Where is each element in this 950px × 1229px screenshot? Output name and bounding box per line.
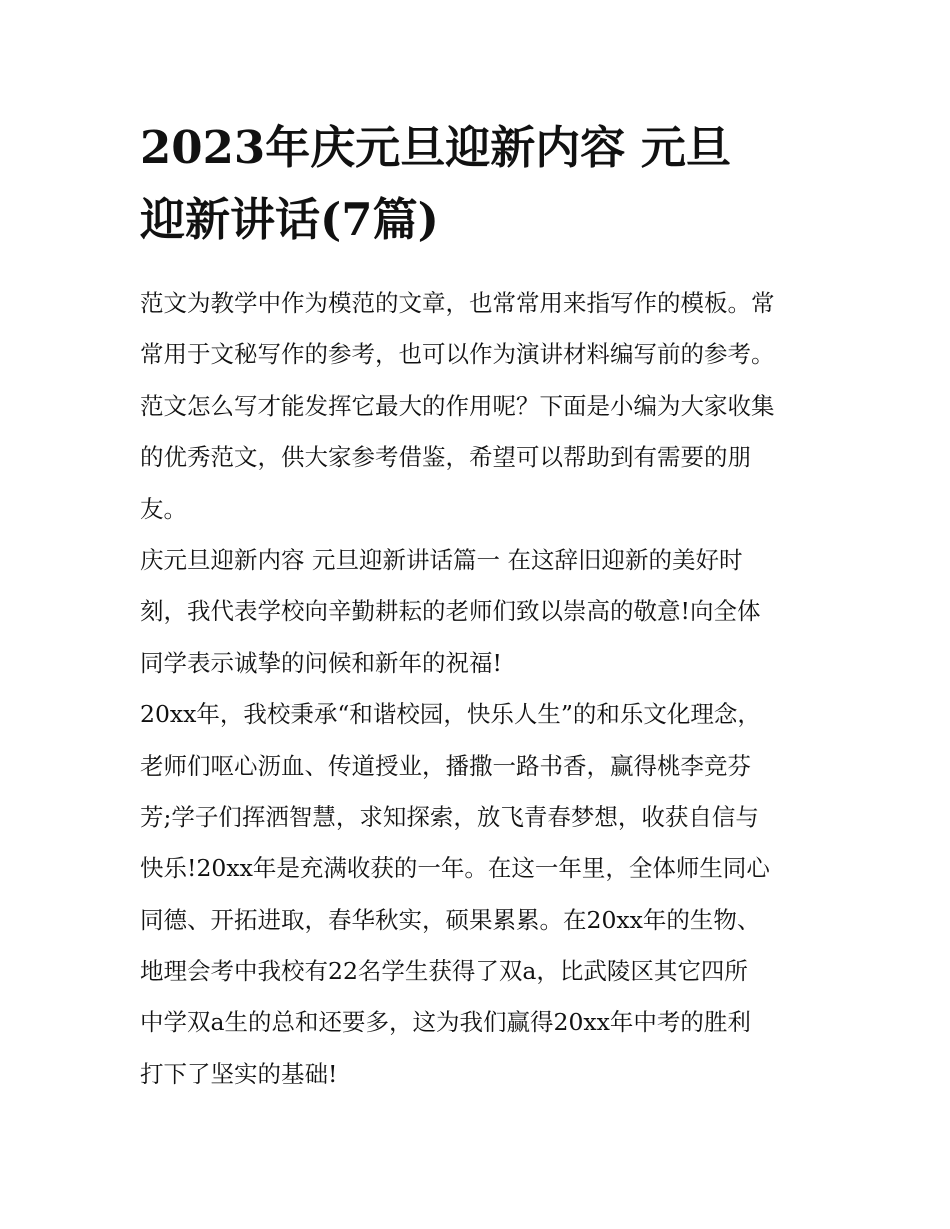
body-line: 20xx年，我校秉承“和谐校园，快乐人生”的和乐文化理念， [140,700,761,729]
body-line: 快乐!20xx年是充满收获的一年。在这一年里，全体师生同心 [140,854,770,883]
title-line: 2023年庆元旦迎新内容 元旦 [140,121,731,174]
body-line: 同德、开拓进取，春华秋实，硕果累累。在20xx年的生物、 [140,905,761,934]
body-line: 范文怎么写才能发挥它最大的作用呢？下面是小编为大家收集 [140,391,775,420]
body-line: 庆元旦迎新内容 元旦迎新讲话篇一 在这辞旧迎新的美好时 [140,545,743,574]
document-body [140,278,815,1100]
body-line: 打下了坚实的基础! [140,1059,338,1088]
body-line: 老师们呕心沥血、传道授业，播撒一路书香，赢得桃李竞芬 [140,751,751,780]
body-line: 友。 [140,494,187,523]
body-line: 同学表示诚挚的问候和新年的祝福! [140,648,502,677]
title-line: 迎新讲话(7篇) [140,193,439,246]
body-line: 地理会考中我校有22名学生获得了双a，比武陵区其它四所 [140,957,748,986]
body-line: 芳;学子们挥洒智慧，求知探索，放飞青春梦想，收获自信与 [140,802,759,831]
document-content [140,112,815,1100]
body-line: 的优秀范文，供大家参考借鉴，希望可以帮助到有需要的朋 [140,443,751,472]
document-title [140,112,780,256]
body-line: 刻，我代表学校向辛勤耕耘的老师们致以崇高的敬意!向全体 [140,597,761,626]
body-line: 常用于文秘写作的参考，也可以作为演讲材料编写前的参考。 [140,340,775,369]
body-line: 范文为教学中作为模范的文章，也常常用来指写作的模板。常 [140,289,775,317]
body-line: 中学双a生的总和还要多，这为我们赢得20xx年中考的胜利 [140,1008,751,1037]
